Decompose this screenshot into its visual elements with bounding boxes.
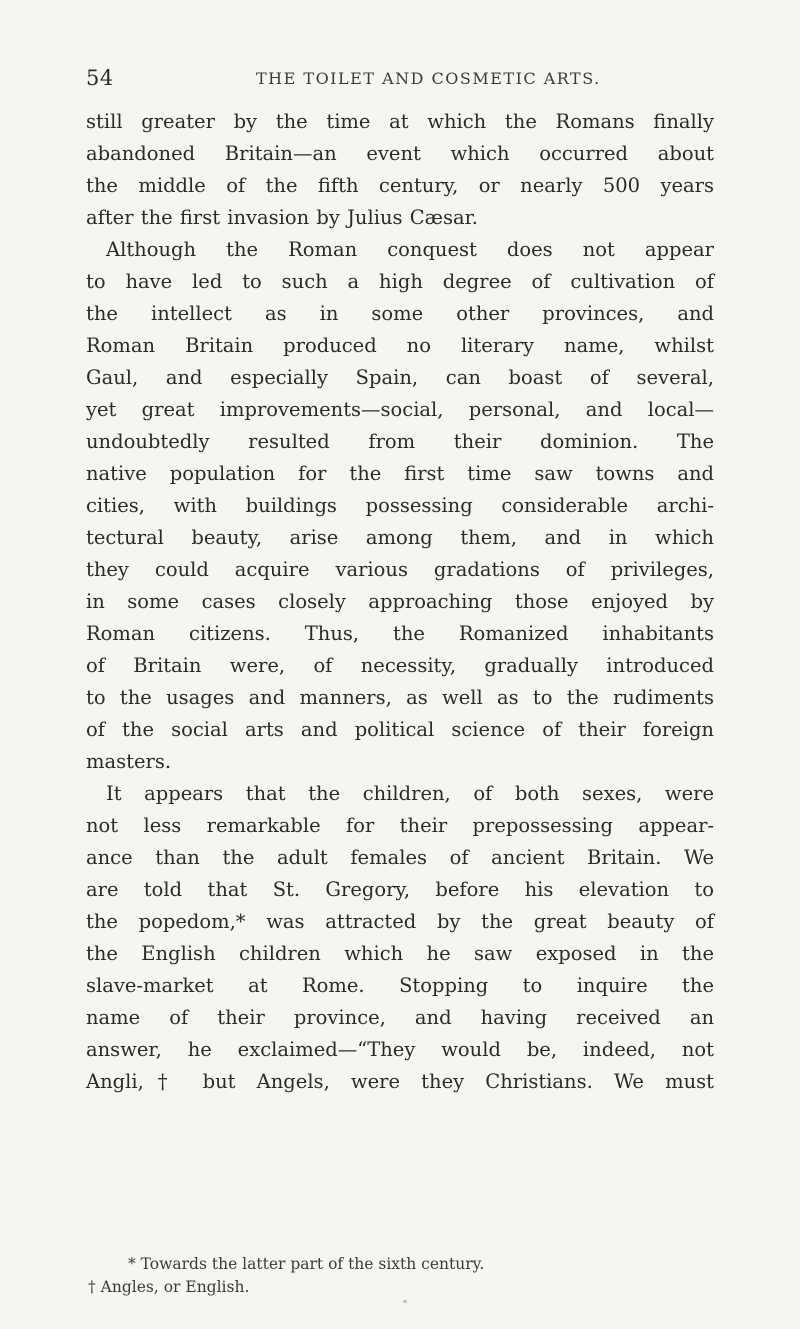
text-line: not less remarkable for their prepossessing appear- bbox=[86, 814, 714, 837]
text-line: the English children which he saw exposed in the bbox=[86, 942, 714, 965]
text-line: ance than the adult females of ancient Britain. We bbox=[86, 846, 714, 869]
text-line: masters. bbox=[86, 750, 172, 773]
footnotes bbox=[86, 1253, 714, 1299]
text-line: abandoned Britain—an event which occurred about bbox=[86, 142, 714, 165]
text-line: cities, with buildings possessing considerable archi- bbox=[86, 494, 714, 517]
footnote: † Angles, or English. bbox=[88, 1278, 250, 1296]
text-line: Roman Britain produced no literary name, whilst bbox=[86, 334, 714, 357]
text-line: yet great improvements—social, personal, and local— bbox=[86, 398, 714, 421]
running-title: THE TOILET AND COSMETIC ARTS. bbox=[256, 69, 601, 88]
text-line: of Britain were, of necessity, gradually introduced bbox=[86, 654, 714, 677]
paper-speck bbox=[403, 1300, 407, 1303]
text-line: undoubtedly resulted from their dominion. The bbox=[86, 430, 714, 453]
text-line: after the first invasion by Julius Cæsar. bbox=[86, 206, 478, 229]
text-line: Roman citizens. Thus, the Romanized inhabitants bbox=[86, 622, 714, 645]
text-line: to the usages and manners, as well as to the rudiments bbox=[86, 686, 714, 709]
text-line: they could acquire various gradations of privileges, bbox=[86, 558, 714, 581]
text-line: still greater by the time at which the Romans finally bbox=[86, 110, 714, 133]
text-line: answer, he exclaimed—“They would be, indeed, not bbox=[86, 1038, 714, 1061]
paragraph-start-line: Although the Roman conquest does not appear bbox=[106, 238, 714, 261]
text-line: tectural beauty, arise among them, and in which bbox=[86, 526, 714, 549]
footnote: * Towards the latter part of the sixth century. bbox=[128, 1255, 485, 1273]
text-line: the middle of the fifth century, or nearly 500 years bbox=[86, 174, 714, 197]
text-line: name of their province, and having received an bbox=[86, 1006, 714, 1029]
text-line: of the social arts and political science of their foreign bbox=[86, 718, 714, 741]
text-line: the popedom,* was attracted by the great beauty of bbox=[86, 910, 714, 933]
text-line: Gaul, and especially Spain, can boast of several, bbox=[86, 366, 714, 389]
text-line: in some cases closely approaching those enjoyed by bbox=[86, 590, 714, 613]
text-line: slave-market at Rome. Stopping to inquire the bbox=[86, 974, 714, 997]
page-number: 54 bbox=[86, 66, 114, 90]
text-line: native population for the first time saw towns and bbox=[86, 462, 714, 485]
text-line: Angli,† but Angels, were they Christians. We must bbox=[86, 1070, 714, 1093]
body-text bbox=[86, 106, 714, 1098]
text-line: to have led to such a high degree of cultivation of bbox=[86, 270, 714, 293]
paragraph-start-line: It appears that the children, of both sexes, were bbox=[106, 782, 714, 805]
text-line: the intellect as in some other provinces, and bbox=[86, 302, 714, 325]
running-header bbox=[86, 66, 714, 94]
text-line: are told that St. Gregory, before his elevation to bbox=[86, 878, 714, 901]
